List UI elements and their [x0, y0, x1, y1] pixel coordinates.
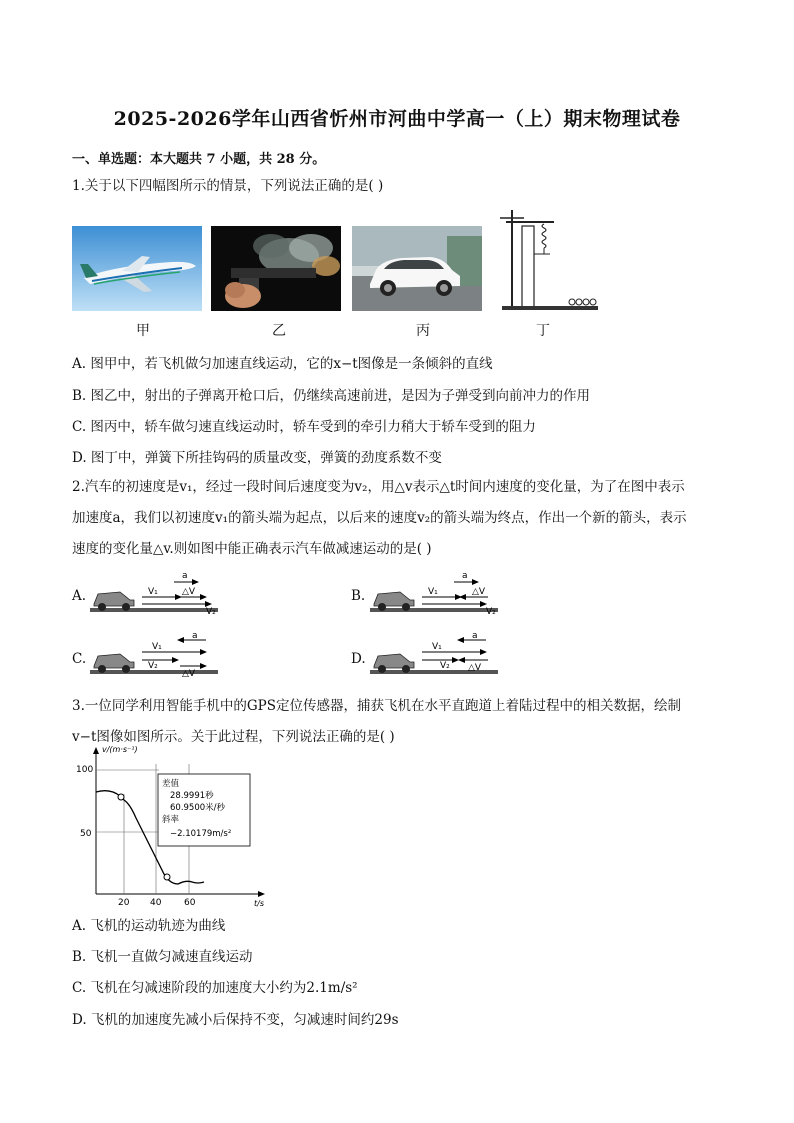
- box-diff-title: 差值: [162, 779, 180, 789]
- caption-jia: 甲: [136, 323, 150, 339]
- label-dv: △V: [468, 663, 482, 673]
- label-v2: V₂: [440, 661, 450, 671]
- box-slope: −2.10179m/s²: [170, 829, 232, 839]
- x-axis-label: t/s: [254, 899, 264, 908]
- q1-option-b: B. 图乙中，射出的子弹离开枪口后，仍继续高速前进，是因为子弹受到向前冲力的作用: [72, 388, 591, 404]
- caption-bing: 丙: [416, 323, 430, 339]
- label-dv: △V: [472, 587, 486, 597]
- q1-option-d: D. 图丁中，弹簧下所挂钩码的质量改变，弹簧的劲度系数不变: [72, 450, 442, 466]
- q2-line-1: 2.汽车的初速度是v₁，经过一段时间后速度变为v₂，用△v表示△t时间内速度的变化量，为了在图中表示: [72, 479, 685, 495]
- label-v2: V₂: [148, 661, 158, 671]
- q3-option-c: C. 飞机在匀减速阶段的加速度大小约为2.1m/s²: [72, 980, 358, 996]
- x-tick-40: 40: [150, 898, 162, 908]
- label-v1: V₁: [152, 642, 162, 652]
- q2-option-a-label: A.: [72, 588, 87, 604]
- label-a: a: [182, 571, 188, 581]
- q3-line-2: v−t图像如图所示。关于此过程，下列说法正确的是( ): [72, 729, 395, 745]
- x-tick-60: 60: [184, 898, 196, 908]
- q2-diagram-a: [90, 570, 220, 620]
- box-slope-title: 斜率: [162, 815, 180, 825]
- car-image: [352, 226, 482, 311]
- q2-line-3: 速度的变化量△v.则如图中能正确表示汽车做减速运动的是( ): [72, 541, 432, 557]
- q2-diagram-d: [370, 632, 500, 682]
- marker-end: [164, 874, 170, 880]
- q1-option-c: C. 图丙中，轿车做匀速直线运动时，轿车受到的牵引力稍大于轿车受到的阻力: [72, 419, 536, 435]
- caption-yi: 乙: [272, 323, 286, 339]
- q1-stem: 1.关于以下四幅图所示的情景，下列说法正确的是( ): [72, 178, 384, 194]
- gun-image: [211, 226, 341, 311]
- label-dv: △V: [182, 587, 196, 597]
- label-a: a: [462, 571, 468, 581]
- q3-line-1: 3.一位同学利用智能手机中的GPS定位传感器，捕获飞机在水平直跑道上着陆过程中的相关数据，绘制: [72, 698, 681, 714]
- label-v1: V₁: [432, 642, 442, 652]
- caption-ding: 丁: [536, 323, 550, 339]
- q2-option-d-label: D.: [351, 651, 366, 667]
- q3-option-a: A. 飞机的运动轨迹为曲线: [72, 918, 226, 934]
- y-tick-50: 50: [80, 829, 92, 839]
- q3-option-b: B. 飞机一直做匀减速直线运动: [72, 949, 253, 965]
- q2-option-c-label: C.: [72, 651, 87, 667]
- label-v1: V₁: [148, 587, 158, 597]
- x-tick-20: 20: [118, 898, 130, 908]
- label-dv: △V: [182, 669, 196, 678]
- exam-title: 2025-2026学年山西省忻州市河曲中学高一（上）期末物理试卷: [113, 108, 681, 130]
- q2-diagram-b: [370, 570, 500, 620]
- spring-stand-image: [492, 204, 602, 314]
- airplane-image: [72, 226, 202, 311]
- label-v2: V₂: [206, 607, 216, 616]
- section-heading: 一、单选题：本大题共 7 小题，共 28 分。: [72, 152, 326, 167]
- box-time: 28.9991秒: [170, 791, 214, 801]
- q2-option-b-label: B.: [351, 588, 366, 604]
- q3-vt-graph: [74, 744, 274, 913]
- label-a: a: [192, 632, 198, 641]
- y-tick-100: 100: [76, 765, 94, 775]
- y-axis-label: v/(m·s⁻¹): [102, 745, 138, 754]
- q1-option-a: A. 图甲中，若飞机做匀加速直线运动，它的x−t图像是一条倾斜的直线: [72, 356, 493, 372]
- label-v1: V₁: [428, 587, 438, 597]
- marker-start: [118, 794, 124, 800]
- box-velocity: 60.9500米/秒: [170, 803, 226, 813]
- q2-line-2: 加速度a，我们以初速度v₁的箭头端为起点，以后来的速度v₂的箭头端为终点，作出一个新的箭头，表示: [72, 510, 687, 526]
- q2-diagram-c: [90, 632, 220, 682]
- label-a: a: [472, 632, 478, 641]
- q3-option-d: D. 飞机的加速度先减小后保持不变，匀减速时间约29s: [72, 1012, 399, 1028]
- label-v2: V₂: [486, 607, 496, 616]
